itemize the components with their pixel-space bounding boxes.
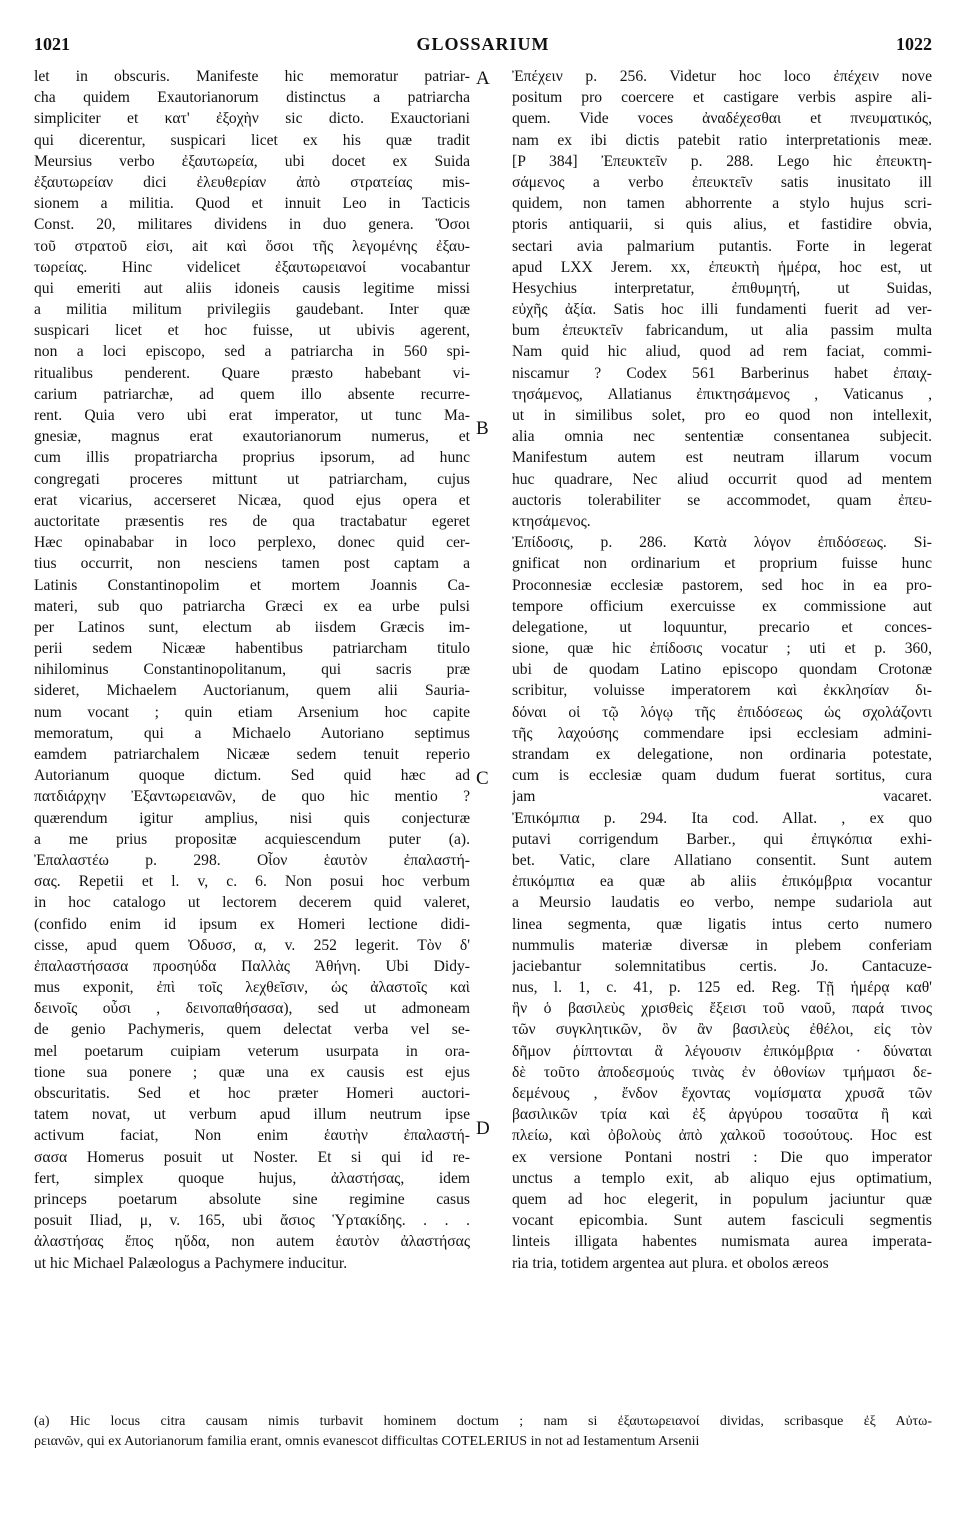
- text-line: τωρείας. Hinc videlicet ἐξαυτωρειανοί vocabantur: [34, 258, 470, 276]
- text-line: a militia militum privilegiis gaudebant. Inter quæ: [34, 301, 470, 319]
- text-line: quidem, non tamen abhorrente a stylo hujus scri-: [512, 195, 932, 213]
- text-line: auctoritate præsentis res de qua tractabatur egeret: [34, 512, 470, 530]
- text-line: σας. Repetii et l. v, c. 6. Non posui hoc verbum: [34, 873, 470, 891]
- text-line: nus, l. 1, c. 41, p. 125 ed. Reg. Τῇ ἡμέρᾳ καθ': [512, 979, 932, 997]
- text-line: jaciebantur solemnitatibus certis. Jo. Cantacuze-: [512, 957, 932, 975]
- text-line: ἐξαυτωρείαν dici ἐλευθερίαν ἀπὸ στρατείας mis-: [34, 173, 470, 191]
- text-line: let in obscuris. Manifeste hic memoratur patriar-: [34, 68, 470, 85]
- text-line: cisse, apud quem Ὀδυσσ, α, v. 252 legerit. Τὸν δ': [34, 936, 470, 954]
- text-line: gnificat non ordinarium et proprium fuisse hunc: [512, 555, 932, 573]
- text-line: sideret, Michaelem Auctorianum, quem alii Sauria-: [34, 682, 470, 700]
- text-line: cha quidem Exautorianorum distinctus a patriarcha: [34, 89, 470, 107]
- text-line: Nam quid hic aliud, quod ad rem faciat, commi-: [512, 343, 932, 361]
- text-line: de genio Pachymeris, quem delectat verba vel se-: [34, 1021, 470, 1039]
- text-line: εὐχῆς ἀξία. Satis hoc illi fundamenti fuerit ad ver-: [512, 301, 932, 319]
- text-line: ritualibus penderent. Quare præsto habebant vi-: [34, 364, 470, 382]
- text-line: linteis illigata habentes numismata aurea imperata-: [512, 1233, 932, 1251]
- text-line: Const. 20, militares dividens in duo genera. Ὅσοι: [34, 216, 470, 234]
- text-line: gnesiæ, magnus erat exautorianorum numerus, et: [34, 428, 470, 446]
- text-line: congregati proceres mittunt ut patriarcham, cujus: [34, 470, 470, 488]
- text-line: materi, sub quo patriarcha Græci ex ea urbe pulsi: [34, 597, 470, 615]
- text-line: num vocant ; quin etiam Arsenium hoc capite: [34, 703, 470, 721]
- text-line: nummulis materiæ diversæ in plebem conferiam: [512, 936, 932, 954]
- text-line: cum illis propatriarcha proprius ipsorum, ad hunc: [34, 449, 470, 467]
- margin-marker-a: A: [476, 68, 490, 89]
- text-line: ἐπαλαστήσασα προσηύδα Παλλὰς Ἀθήνη. Ubi Didy-: [34, 957, 470, 975]
- text-line: nam ex ibi dictis patebit ratio interpretationis meæ.: [512, 131, 932, 149]
- text-line: κτησάμενος.: [512, 512, 591, 530]
- text-line: ut hic Michael Palæologus a Pachymere inducitur.: [34, 1254, 348, 1272]
- text-line: sione, quæ hic ἐπίδοσις vocatur ; uti et p. 360,: [512, 640, 932, 658]
- margin-marker-b: B: [476, 418, 489, 439]
- text-line: δεινοῖς οὖσι , δεινοπαθήσασα), sed ut admoneam: [34, 1000, 470, 1018]
- text-line: linea segmenta, quæ ligatis intus certo numero: [512, 915, 932, 933]
- text-line: ut in similibus solet, pro eo quod non intellexit,: [512, 407, 932, 424]
- text-line: mel poetarum cuipiam veterum usurpata in ora-: [34, 1042, 470, 1060]
- text-line: quærendum igitur amplius, nisi quis conjecturæ: [34, 809, 470, 827]
- text-line: quem ad hoc elegerit, in populum jaciuntur quæ: [512, 1190, 932, 1208]
- text-line: ἐπικόμπια ea quæ ab aliis ἐπικόμβρια vocantur: [512, 873, 932, 891]
- text-line: delegatione, ut loquuntur, precario et conces-: [512, 618, 932, 636]
- text-line: auctoris tolerabiliter se accommodet, quam ἐπευ-: [512, 491, 932, 509]
- text-line: suspicari licet et hoc fuisse, ut ubivis agerent,: [34, 322, 470, 340]
- text-line: a me prius propositæ acquiescendum puter (a).: [34, 830, 470, 848]
- text-line: Ἐπαλαστέω p. 298. Οἷον ἑαυτὸν ἐπαλαστή-: [34, 851, 470, 869]
- text-line: a Meursio laudatis eo verbo, nempe sudariola aut: [512, 894, 932, 912]
- text-line: Ἐπικόμπια p. 294. Ita cod. Allat. , ex quo: [512, 809, 932, 827]
- left-text-column: [34, 66, 470, 1274]
- text-line: tempore officium exercuisse ex commissione aut: [512, 597, 932, 615]
- text-line: unctus a templo exit, ab aliquo ejus optimatium,: [512, 1169, 932, 1187]
- text-line: jam vacaret.: [512, 788, 932, 806]
- text-line: in hoc catalogo ut lectorem decerem quid valeret,: [34, 894, 470, 912]
- text-line: ἣν ὁ βασιλεὺς χρισθεὶς ἔξεισι τοῦ ναοῦ, παρά τινος: [512, 1000, 932, 1018]
- text-line: positum pro coercere et castigare verbis aspire ali-: [512, 89, 932, 107]
- text-line: strandam ex delegatione, non ordinaria potestate,: [512, 746, 932, 763]
- footnote: [34, 1412, 932, 1452]
- text-line: tatem novat, ut verbum apud illum neutrum ipse: [34, 1106, 470, 1124]
- text-line: tione sua ponere ; quæ una ex causis est ejus: [34, 1063, 470, 1081]
- text-line: ptoris antiquarii, si quis alius, et fastidire obvia,: [512, 216, 932, 234]
- text-line: πατδιάρχην Ἐξαντωρειανῶν, de quo hic mentio ?: [34, 788, 470, 806]
- text-line: δόναι οἱ τῷ λόγῳ τῆς ἐπιδόσεως ὡς σχολάζοντι: [512, 703, 932, 721]
- page-number-right: 1022: [896, 34, 932, 54]
- text-line: Latinis Constantinopolim et mortem Joannis Ca-: [34, 576, 470, 594]
- text-line: non a loci episcopo, sed a patriarcha in 560 spi-: [34, 343, 470, 361]
- text-line: sionem a militia. Quod et innuit Leo in Tacticis: [34, 195, 470, 213]
- text-line: (confido enim id ipsum ex Homeri lectione didi-: [34, 915, 470, 933]
- text-line: putavi corrigendum Barber., qui ἐπιγκόπια exhi-: [512, 830, 932, 848]
- text-line: Hæc opinababar in loco perplexo, donec quid cer-: [34, 534, 470, 552]
- text-line: τησάμενος, Allatianus ἐπικτησάμενος , Vaticanus ,: [512, 385, 932, 403]
- text-line: bet. Vatic, clare Allatiano consentit. Sunt autem: [512, 851, 932, 869]
- text-line: activum faciat, Non enim ἑαυτὴν ἐπαλαστή-: [34, 1127, 470, 1145]
- text-line: δῆμον ῥίπτονται ἃ λέγουσιν ἐπικόμβρια · δύναται: [512, 1042, 932, 1060]
- text-line: carium patriarchæ, ad quem illo absente recurre-: [34, 385, 470, 403]
- text-line: cum is ecclesiæ quam dudum fuerat sortitus, cura: [512, 767, 932, 785]
- text-line: qui dicerentur, suspicari licet ex his quæ tradit: [34, 131, 470, 149]
- text-line: ex versione Pontani nostri : Die quo imperator: [512, 1148, 932, 1166]
- footnote-line: (a) Hic locus citra causam nimis turbavit hominem doctum ; nam si ἐξαυτωρειανοί dividas, scribasque ἐξ Αὐτω-: [34, 1414, 932, 1429]
- text-line: Ἐπίδοσις, p. 286. Κατὰ λόγον ἐπιδόσεως. Si-: [512, 534, 932, 552]
- text-line: perii sedem Nicææ habentibus patriarcham titulo: [34, 640, 470, 658]
- text-line: erat vicarius, accerseret Nicæa, quod ejus opera et: [34, 491, 470, 509]
- text-line: πλείω, καὶ ὀβολοὺς ἀπὸ χαλκοῦ τοσούτους. Hoc est: [512, 1127, 932, 1145]
- text-line: rent. Quia vero ubi erat imperator, ut tunc Ma-: [34, 407, 470, 424]
- text-line: βασιλικῶν τρία καὶ ἐξ ἀργύρου τοσαῦτα ἢ καὶ: [512, 1106, 932, 1124]
- text-line: simpliciter et κατ' ἐξοχὴν sic dicto. Exauctoriani: [34, 110, 470, 128]
- margin-marker-d: D: [476, 1118, 490, 1139]
- running-title: GLOSSARIUM: [416, 34, 550, 54]
- footnote-line: ρειανῶν, qui ex Autorianorum familia erant, omnis evanescot difficultas COTELERIUS in not ad Iestamentum Arsenii: [34, 1434, 700, 1449]
- text-line: qui emeriti aut aliis idoneis causis legitime missi: [34, 279, 470, 297]
- text-line: [P 384] Ἐπευκτεῖν p. 288. Lego hic ἐπευκτη-: [512, 152, 932, 170]
- margin-marker-c: C: [476, 768, 489, 789]
- text-line: per Latinos sunt, electum ab iisdem Græcis im-: [34, 618, 470, 636]
- text-line: posuit Iliad, μ, v. 165, ubi ἄσιος Ὑρτακίδης. . . .: [34, 1212, 470, 1230]
- text-line: vocant epicombia. Sunt autem fasciculi segmentis: [512, 1212, 932, 1230]
- text-line: δεμένους , ἔνδον ἔχοντας νομίσματα χρυσᾶ τῶν: [512, 1085, 932, 1102]
- text-line: scribitur, voluisse imperatorem καὶ ἐκκλησίαν δι-: [512, 682, 932, 700]
- text-line: σάμενος a verbo ἐπευκτεῖν satis inusitato ill: [512, 173, 932, 191]
- text-line: Ἐπέχειν p. 256. Videtur hoc loco ἐπέχειν nove: [512, 68, 932, 85]
- text-line: niscamur ? Codex 561 Barberinus habet ἐπαιχ-: [512, 364, 932, 382]
- text-line: memoratum, qui a Michaelo Autoriano septimus: [34, 724, 470, 742]
- text-line: Hesychius interpretatur, ἐπιθυμητή, ut Suidas,: [512, 279, 932, 297]
- page-number-left: 1021: [34, 34, 70, 54]
- text-line: apud LXX Jerem. xx, ἐπευκτὴ ἡμέρα, hoc est, ut: [512, 258, 932, 276]
- text-line: Autorianum quoque dictum. Sed quid hæc ad: [34, 767, 470, 785]
- text-line: Manifestum autem est neutram illarum vocum: [512, 449, 932, 467]
- text-line: eamdem patriarchalem Nicææ sedem tenuit reperio: [34, 746, 470, 763]
- text-line: ria tria, totidem argentea aut plura. et obolos æreos: [512, 1254, 829, 1272]
- text-line: δὲ τοῦτο ἀποδεσμούς τινὰς ἐν ὀθονίων τμήμασι δε-: [512, 1063, 932, 1081]
- text-line: sectari avia palmarium putantis. Forte in legerat: [512, 237, 932, 255]
- text-line: princeps poetarum absolute sine regimine casus: [34, 1190, 470, 1208]
- text-line: ubi de quodam Latino episcopo quondam Crotonæ: [512, 661, 932, 679]
- right-text-column: [512, 66, 932, 1274]
- text-line: Proconnesiæ ecclesiæ pastorem, sed hoc in ea pro-: [512, 576, 932, 594]
- text-line: mus exponit, ἐπὶ τοῖς λεχθεῖσιν, ὡς ἀλαστοῖς καὶ: [34, 979, 470, 997]
- text-line: huc quadrare, Nec aliud occurrit quod ad mentem: [512, 470, 932, 488]
- text-line: tius occurrit, non nesciens tamen post captam a: [34, 555, 470, 573]
- text-line: quem. Vide voces ἀναδέχεσθαι et πνευματικός,: [512, 110, 932, 128]
- text-line: nihilominus Constantinopolitanum, qui sacris præ: [34, 661, 470, 679]
- text-line: σασα Homerus posuit ut Noster. Et si qui id re-: [34, 1148, 470, 1166]
- text-line: alia omnia nec sententiæ consentanea subjecit.: [512, 428, 932, 446]
- text-line: obscuritatis. Sed et hoc præter Homeri auctori-: [34, 1085, 470, 1102]
- text-line: fert, simplex quoque hujus, ἀλαστήσας, idem: [34, 1169, 470, 1187]
- text-line: τῶν συγκλητικῶν, ὃν ἂν βασιλεὺς ἐθέλοι, εἰς τὸν: [512, 1021, 932, 1039]
- text-line: τῆς λαχούσης commendare ipsi ecclesiam admini-: [512, 724, 932, 742]
- text-line: Meursius verbo ἐξαυτωρεία, ubi docet ex Suida: [34, 152, 470, 170]
- text-line: ἀλαστήσας ἔπος ηὔδα, non autem ἑαυτὸν ἀλαστήσας: [34, 1233, 470, 1251]
- page-header: [34, 34, 932, 60]
- text-line: τοῦ στρατοῦ εἰσι, ait καὶ ὅσοι τῆς λεγομένης ἐξαυ-: [34, 237, 470, 255]
- text-line: bum ἐπευκτεῖν fabricandum, ut alia passim multa: [512, 322, 932, 340]
